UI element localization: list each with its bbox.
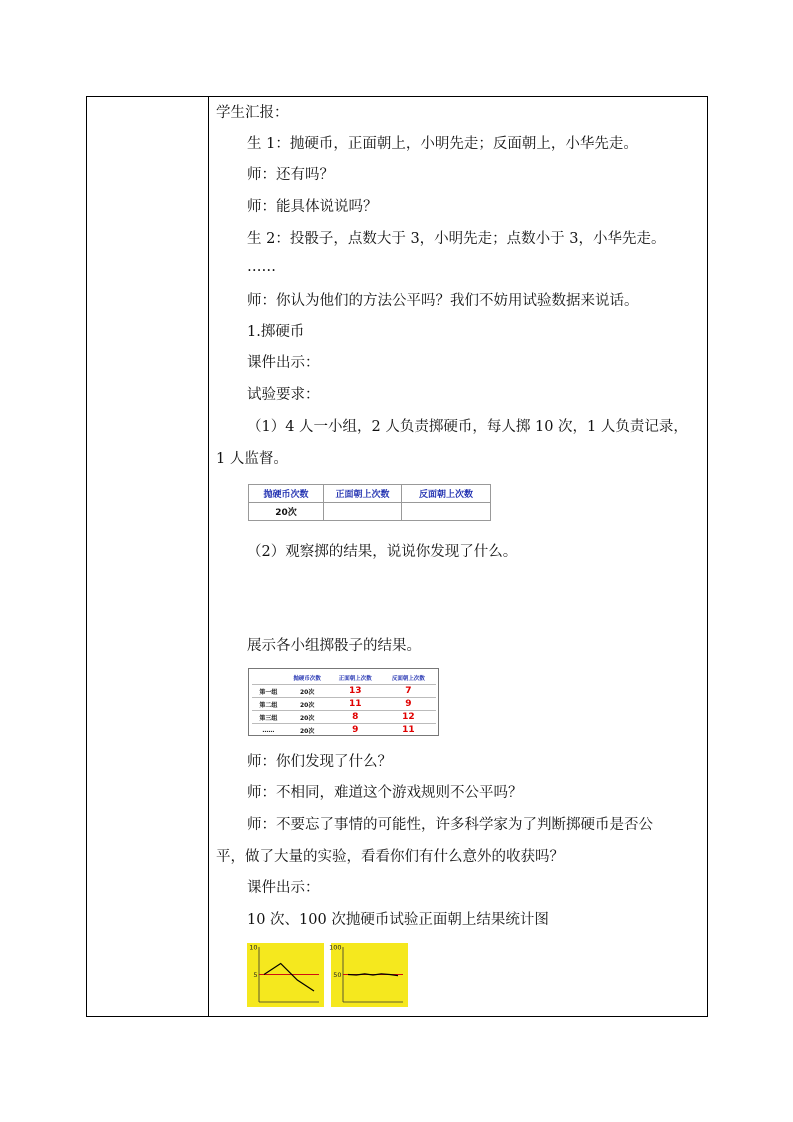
- text-line-5: 生 2：投骰子，点数大于 3，小明先走；点数小于 3，小华先走。: [247, 231, 666, 247]
- text-line-14: 展示各小组掷骰子的结果。: [247, 638, 421, 654]
- group-results-table: [252, 672, 436, 736]
- table-header-cell: 反面朝上次数: [391, 676, 425, 682]
- text-line-19: 课件出示：: [247, 880, 320, 896]
- chart-100-tosses: [331, 943, 408, 1007]
- group-label: 第一组: [252, 685, 285, 698]
- y-tick-label: 50: [333, 971, 342, 979]
- chart-10-tosses: [247, 943, 324, 1007]
- text-line-15: 师：你们发现了什么？: [247, 754, 392, 770]
- tails-count: 11: [381, 724, 436, 737]
- text-line-17: 师：不要忘了事情的可能性，许多科学家为了判断掷硬币是否公: [247, 817, 653, 833]
- table-cell: 20次: [285, 698, 330, 711]
- table-header-cell: 正面朝上次数: [324, 485, 402, 503]
- coin-toss-record-table: [248, 484, 491, 521]
- heads-count: 8: [330, 711, 381, 724]
- text-line-8: 1.掷硬币: [247, 324, 305, 340]
- text-line-20: 10 次、100 次抛硬币试验正面朝上结果统计图: [247, 912, 549, 928]
- table-cell: [402, 503, 491, 521]
- chart-background: [247, 943, 324, 1007]
- y-tick-label: 10: [249, 943, 258, 952]
- text-line-10: 试验要求：: [247, 387, 320, 403]
- heads-count: 9: [330, 724, 381, 737]
- group-label: 第二组: [252, 698, 285, 711]
- heads-count: 11: [330, 698, 381, 711]
- table-cell: 20次: [285, 724, 330, 737]
- y-tick-label: 5: [253, 971, 258, 979]
- text-line-11: （1）4 人一小组，2 人负责掷硬币，每人掷 10 次，1 人负责记录，: [247, 419, 688, 435]
- tails-count: 9: [381, 698, 436, 711]
- heads-count: 13: [330, 685, 381, 698]
- text-line-7: 师：你认为他们的方法公平吗？我们不妨用试验数据来说话。: [247, 293, 639, 309]
- table-cell: 20次: [249, 503, 324, 521]
- table-header-cell: 抛硬币次数: [249, 485, 324, 503]
- table-cell: [324, 503, 402, 521]
- text-line-2: 生 1：抛硬币，正面朝上，小明先走；反面朝上，小华先走。: [247, 136, 638, 152]
- table-cell: 20次: [285, 685, 330, 698]
- table-header-cell: [252, 672, 285, 685]
- tails-count: 12: [381, 711, 436, 724]
- group-results-image: [248, 668, 439, 736]
- text-line-1: 学生汇报：: [216, 105, 289, 121]
- text-line-12: 1 人监督。: [216, 451, 288, 467]
- tails-count: 7: [381, 685, 436, 698]
- table-header-cell: 抛硬币次数: [293, 676, 321, 682]
- table-header-cell: 正面朝上次数: [338, 676, 372, 682]
- table-cell: 20次: [285, 711, 330, 724]
- text-line-6: ……: [247, 259, 276, 275]
- text-line-3: 师：还有吗？: [247, 167, 334, 183]
- text-line-9: 课件出示：: [247, 355, 320, 371]
- y-tick-label: 100: [329, 943, 342, 952]
- text-line-16: 师：不相同，难道这个游戏规则不公平吗？: [247, 785, 523, 801]
- text-line-4: 师：能具体说说吗？: [247, 199, 378, 215]
- text-line-18: 平，做了大量的实验，看看你们有什么意外的收获吗？: [216, 849, 564, 865]
- group-label: 第三组: [252, 711, 285, 724]
- group-label: ……: [252, 724, 285, 737]
- text-line-13: （2）观察掷的结果，说说你发现了什么。: [247, 544, 518, 560]
- table-header-cell: 反面朝上次数: [402, 485, 491, 503]
- column-divider: [208, 97, 209, 1016]
